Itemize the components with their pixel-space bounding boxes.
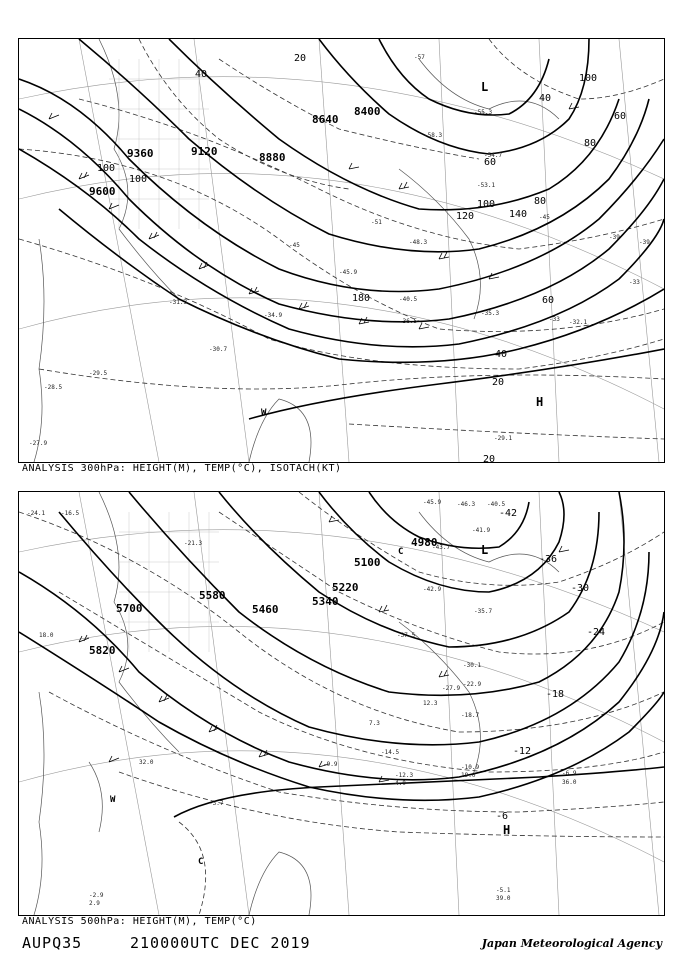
isotherm-label: -6 (496, 811, 509, 822)
agency-name: Japan Meteorological Agency (481, 937, 662, 950)
obs-label: -21.3 (184, 540, 203, 547)
height-label-5700: 5700 (116, 602, 143, 615)
height-label-group (89, 536, 438, 657)
caption-500hpa: ANALYSIS 500hPa: HEIGHT(M), TEMP(°C) (22, 916, 257, 927)
temp-label: -45.9 (339, 269, 358, 276)
isotach-label: 100 (129, 174, 148, 185)
isotach-label: 180 (352, 293, 371, 304)
height-label-9600: 9600 (89, 185, 116, 198)
caption-300hpa: ANALYSIS 300hPa: HEIGHT(M), TEMP(°C), ISOTACH(KT) (22, 463, 342, 474)
temp-label: -48.3 (409, 239, 428, 246)
warm-center-symbol: W (110, 795, 116, 805)
obs-label: -10.9 (461, 764, 480, 771)
temp-label: -34.9 (264, 312, 283, 319)
obs-label: -43.7 (432, 544, 451, 551)
temp-label: -40.5 (399, 296, 418, 303)
isotach-label: 20 (492, 377, 505, 388)
temp-label: -33 (549, 316, 560, 323)
obs-label: -37.5 (397, 632, 416, 639)
temp-label: -30.7 (209, 346, 228, 353)
height-label-5340: 5340 (312, 595, 339, 608)
temp-label: -54.7 (484, 152, 503, 159)
obs-label: -9.9 (323, 761, 338, 768)
temp-label-group (29, 54, 650, 447)
temp-label: -33 (629, 279, 640, 286)
obs-label: -27.9 (442, 685, 461, 692)
height-label-5100: 5100 (354, 556, 381, 569)
cold-center-symbol-north: C (398, 547, 404, 557)
temp-label: -27.9 (29, 440, 48, 447)
obs-label: 7.3 (369, 720, 380, 727)
isotach-label: 80 (584, 138, 597, 149)
high-center-symbol: H (503, 823, 511, 837)
obs-label: -24.1 (27, 510, 46, 517)
temp-label: -57 (414, 54, 425, 61)
coastline (34, 39, 559, 462)
height-label-5820: 5820 (89, 644, 116, 657)
obs-label: -16.5 (61, 510, 80, 517)
obs-label: -41.9 (472, 527, 491, 534)
isotach-label: 120 (456, 211, 475, 222)
temp-label: -53.1 (477, 182, 496, 189)
temp-label: -29.5 (89, 370, 108, 377)
obs-label: -45.9 (423, 499, 442, 506)
temp-label: -51 (371, 219, 382, 226)
temp-label: -35.3 (481, 310, 500, 317)
isotach-label: 80 (534, 196, 547, 207)
isotach-label: 40 (495, 349, 508, 360)
obs-label: -12.3 (395, 772, 414, 779)
cold-center-symbol: C (198, 857, 204, 867)
height-label-5580: 5580 (199, 589, 226, 602)
isotherm-label: -18 (546, 689, 565, 700)
obs-label: -35.7 (474, 608, 493, 615)
isotach-label: 40 (195, 69, 208, 80)
obs-label: 19.0 (461, 772, 476, 779)
obs-label: -30.1 (463, 662, 482, 669)
isotherm-label: -12 (513, 746, 532, 757)
warm-center-symbol: W (261, 408, 267, 418)
graticule (19, 492, 664, 915)
map-500hpa (19, 492, 664, 915)
height-label-5220: 5220 (332, 581, 359, 594)
isotach-label: 60 (614, 111, 627, 122)
height-label-9120: 9120 (191, 145, 218, 158)
obs-label: -46.3 (457, 501, 476, 508)
isotherm-label: -42 (499, 508, 518, 519)
temp-label: -31.3 (169, 299, 188, 306)
isotach-label: 40 (539, 93, 552, 104)
height-label-4980: 4980 (411, 536, 438, 549)
temp-label: -55.3 (474, 109, 493, 116)
chart-panel-500hpa (18, 491, 665, 916)
temp-label: -39 (639, 239, 650, 246)
obs-label: -14.5 (381, 749, 400, 756)
isotach-label: 100 (97, 163, 116, 174)
isotach-label: 60 (484, 157, 497, 168)
isotach-label: 20 (294, 53, 307, 64)
chart-panel-300hpa (18, 38, 665, 463)
temp-label: -58.3 (424, 132, 443, 139)
low-center-symbol: L (481, 543, 489, 557)
obs-label: -6.9 (562, 770, 577, 777)
map-300hpa (19, 39, 664, 462)
height-label-8880: 8880 (259, 151, 286, 164)
low-center-symbol: L (481, 80, 489, 94)
height-label-8640: 8640 (312, 113, 339, 126)
valid-time: 210000UTC DEC 2019 (130, 934, 311, 952)
isotherm-label: -36 (539, 554, 558, 565)
obs-label: 32.0 (139, 759, 154, 766)
isotach-label: 100 (579, 73, 598, 84)
obs-label: 18.0 (39, 632, 54, 639)
temp-label: -36.5 (399, 318, 418, 325)
obs-label: 36.0 (562, 779, 577, 786)
high-center-symbol: H (536, 395, 544, 409)
height-label-8400: 8400 (354, 105, 381, 118)
temp-label: -32.1 (569, 319, 588, 326)
obs-label: 4.0 (395, 780, 406, 787)
height-label-9360: 9360 (127, 147, 154, 160)
pressure-symbols (110, 543, 510, 867)
isotach-label: 20 (483, 454, 496, 462)
height-label-5460: 5460 (252, 603, 279, 616)
obs-label: 2.9 (89, 900, 100, 907)
isotherm-label: -24 (587, 627, 606, 638)
isotherm-lines (19, 492, 664, 915)
product-code: AUPQ35 (22, 934, 83, 952)
isotach-label: 100 (477, 199, 496, 210)
height-contours (19, 492, 664, 817)
obs-label: -22.9 (463, 681, 482, 688)
obs-label: -18.7 (461, 712, 480, 719)
isotach-label: 60 (542, 295, 555, 306)
obs-label: -42.9 (423, 586, 442, 593)
temp-label: -39 (609, 234, 620, 241)
isotherm-lines (19, 39, 664, 439)
obs-label: 12.3 (423, 700, 438, 707)
isotach-label: 140 (509, 209, 528, 220)
obs-label: -40.5 (487, 501, 506, 508)
wind-barbs (49, 103, 579, 329)
temp-label: -29.1 (494, 435, 513, 442)
obs-label: -3.7 (209, 800, 224, 807)
temp-label: -28.5 (44, 384, 63, 391)
temp-label: -45 (539, 214, 550, 221)
obs-label: -5.1 (496, 887, 511, 894)
isotherm-label: -30 (571, 583, 590, 594)
temp-label: -45 (289, 242, 300, 249)
wind-barbs (79, 516, 569, 782)
chart-footer (22, 933, 662, 955)
obs-label-group (27, 499, 577, 907)
obs-label: 39.0 (496, 895, 511, 902)
obs-label: -2.9 (89, 892, 104, 899)
